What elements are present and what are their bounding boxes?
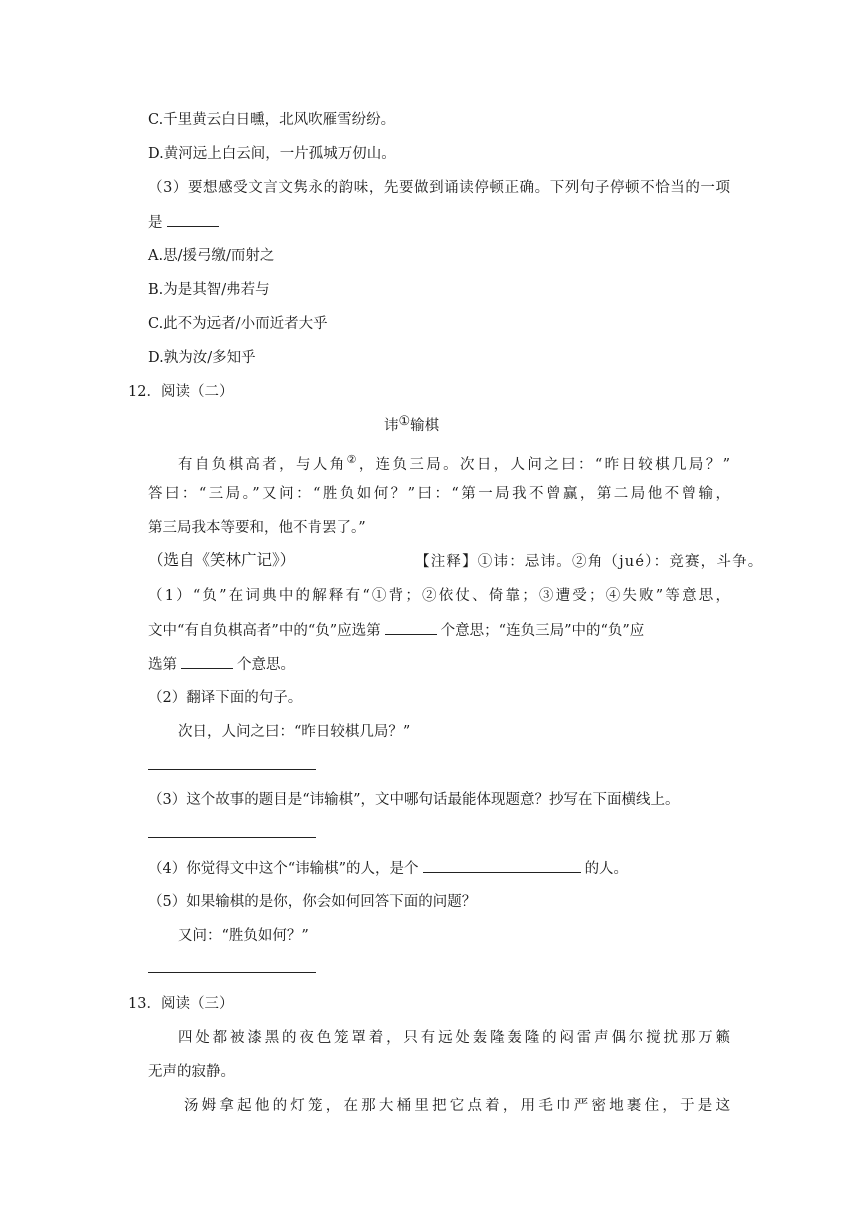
passage-source: （选自《笑林广记》） [148, 551, 296, 569]
question-12-heading: 12．阅读（二） [128, 384, 234, 400]
footnote-marker: ② [346, 453, 359, 466]
annotation: 【注释】①讳：忌讳。②角（jué）：竞赛，斗争。 [415, 554, 764, 570]
option-d: D.孰为汝/多知乎 [148, 350, 256, 366]
sub-question-text: 个意思；“连负三局”中的“负”应 [440, 623, 645, 639]
answer-line[interactable] [148, 837, 316, 838]
sub-question-3: （3）这个故事的题目是“讳输棋”，文中哪句话最能体现题意？抄写在下面横线上。 [148, 792, 680, 808]
passage-line-3: 第三局我本等要和，他不肯罢了。” [148, 520, 366, 536]
passage-line-1: 四处都被漆黑的夜色笼罩着，只有远处轰隆轰隆的闷雷声偶尔搅扰那万籁 [178, 1030, 730, 1046]
sub-question-5: （5）如果输棋的是你，你会如何回答下面的问题？ [148, 894, 477, 910]
translate-sentence: 次日，人问之曰：“昨日较棋几局？” [178, 724, 411, 740]
answer-blank[interactable] [167, 212, 219, 227]
sub-question-text: 个意思。 [237, 657, 295, 673]
answer-blank[interactable] [385, 620, 437, 635]
option-c: C.此不为远者/小而近者大乎 [148, 316, 328, 332]
title-part-b: 输棋 [410, 418, 440, 434]
footnote-marker: ① [398, 414, 411, 429]
sub-question-text: 文中“有自负棋高者”中的“负”应选第 [148, 623, 381, 639]
question-13-heading: 13．阅读（三） [128, 996, 234, 1012]
sub-question-text: 选第 [148, 657, 177, 673]
passage-title [384, 416, 439, 437]
sub-question-3: （3）要想感受文言文隽永的韵味，先要做到诵读停顿正确。下列句子停顿不恰当的一项 [148, 180, 730, 196]
sub-question-text: 的人。 [584, 861, 629, 877]
answer-line[interactable] [148, 972, 316, 973]
sub-question-4 [148, 858, 628, 879]
sub-question-1-end [148, 654, 295, 675]
passage-line-2: 答曰：“三局。”又问：“胜负如何？”曰：“第一局我不曾赢，第二局他不曾输， [148, 486, 730, 502]
passage-text: 有自负棋高者，与人角 [178, 456, 347, 473]
sub-question-2: （2）翻译下面的句子。 [148, 690, 303, 706]
answer-blank[interactable] [423, 858, 581, 873]
title-part-a: 讳 [384, 418, 399, 434]
sub-question-3-tail: 是 [148, 215, 163, 231]
passage-line-3: 汤姆拿起他的灯笼，在那大桶里把它点着，用毛巾严密地裹住，于是这 [184, 1098, 730, 1114]
sub-question-3-cont [148, 212, 223, 233]
option-b: B.为是其智/弗若与 [148, 282, 270, 298]
passage-line-2: 无声的寂静。 [148, 1064, 235, 1080]
passage-line-1 [178, 450, 730, 475]
sub-question-1: （1）“负”在词典中的解释有“①背；②依仗、倚靠；③遭受；④失败”等意思， [148, 588, 730, 604]
passage-text: ，连负三局。次日，人问之曰：“昨日较棋几局？” [358, 456, 731, 473]
question-sentence: 又问：“胜负如何？” [178, 928, 309, 944]
answer-line[interactable] [148, 769, 316, 770]
option-c: C.千里黄云白日曛，北风吹雁雪纷纷。 [148, 112, 396, 128]
option-a: A.思/援弓缴/而射之 [148, 248, 275, 264]
sub-question-1-cont [148, 620, 644, 641]
option-d: D.黄河远上白云间，一片孤城万仞山。 [148, 146, 396, 162]
answer-blank[interactable] [181, 654, 233, 669]
sub-question-text: （4）你觉得文中这个“讳输棋”的人，是个 [148, 861, 419, 877]
